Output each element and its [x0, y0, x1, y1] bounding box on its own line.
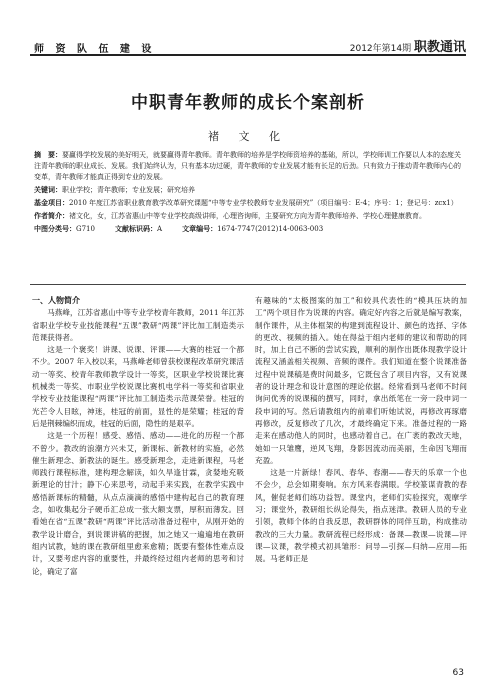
- header-rule: [30, 54, 466, 56]
- journal-name: 职教通讯: [413, 40, 466, 55]
- page-number: 63: [452, 668, 464, 678]
- author-bio: 作者简介：褚文化，女，江苏省惠山中等专业学校高级讲师，心理咨询师，主要研究方向为青年教师培养、学校心理健康教育。: [34, 212, 426, 220]
- classification-line: 中图分类号：G710 文献标识码：A 文章编号：1674-7747(2012)14-0063-003: [34, 225, 324, 233]
- body-column-left: [32, 295, 244, 578]
- article-metadata: [34, 150, 466, 237]
- issue-info: [350, 36, 466, 55]
- article-author: 褚 文 化: [208, 130, 288, 143]
- column-name: 师 资 队 伍 建 设: [34, 44, 156, 55]
- issue-number: 2012年第14期: [349, 44, 412, 54]
- metadata-rule: [30, 284, 466, 285]
- paragraph: 马燕峰，江苏省惠山中等专业学校青年教师，2011 年江苏省职业学校专业技能课程“五课”教研“两课”评比加工制造类示范课获得者。: [32, 308, 244, 342]
- article-title: 中职青年教师的成长个案剖析: [131, 93, 365, 113]
- fund-project: 基金项目：2010 年度江苏省职业教育教学改革研究课题“中等专业学校教师专业发展研究”（项目编号：E-4；序号：1；登记号：zcx1）: [34, 199, 458, 207]
- body-column-right: [255, 295, 467, 566]
- section-heading: 一、人物简介: [32, 296, 80, 305]
- abstract: 摘 要：要赢得学校发展的美好明天，就要赢得青年教师。青年教师的培养是学校师资培养的基础，所以，学校师训工作要以人本的态度关注青年教师的职业成长、发展。我们始终认为，只有基本功过硬，青年教师的专业发展才能有长足的后劲。只有致力于推动青年教师内心的变革，青年教师才能真正得到专业的发展。: [34, 151, 461, 181]
- paragraph: 这是一个褒奖！讲课、说课、评课——大赛的桂冠一个都不少。2007 年入校以来，马燕峰老师曾获校课程改革研究课活动一等奖、校青年教师教学设计一等奖，区职业学校说课比赛机械类一等奖、市职业学校说课比赛机电学科一等奖和省职业学校专业技能课程“两课”评比加工制造类示范课荣誉。桂冠的光芒令人目眩，神迷，桂冠的前面，显性的是荣耀；桂冠的背后是荆棘编织而成，桂冠的后面，隐性的是艰辛。: [32, 345, 244, 428]
- paragraph: 这是一片新绿！春风、春华、春潮——春天的乐章一个也不会少，总会如期奏响。东方风来春满眼。学校篆谋青教的春风，催促老师们练功益智。课堂内，老师们实验探究，观摩学习；课堂外，教研组长纵论得失，指点迷津。教研人员的专业引领，教师个体的自我反思，教研群体的同伴互助，构成推动教改的三大力量。教研流程已经形成：备课—教课—说课—评课—议课，教学模式初具雏形：问导—引探—归纳—应用—拓展。马老师正是: [255, 468, 467, 564]
- paragraph: 有趣味的“太极图案的加工”和较具代表性的“模具压块的加工”两个项目作为说课的内容。确定好内容之后就是编写教案，制作课件，从主体框架的构建到流程设计、颜色的选择、字体的更改、视频的插入。她在得益于组内老师的建议和帮助的同时，加上自己不断的尝试实践，顺利的制作出既体现教学设计流程又涵盖相关视频、音频的课件。我们知道在整个说课准备过程中说课稿是费时间最多，它既包含了项目内容，又有说课者的设计理念和设计意图的理论依据。经常看到马老师不时间询问优秀的说课稿的撰写，同时，拿出纸笔在一旁一段申词一段申词的写。然后请教组内的前辈们听她试说，再修改再琢磨再修改，反复修改了几次，才最终确定下来。准备过程的一路走来在感动他人的同时，也感动着自己。在广袤的教改天地，她如一只雏鹰，逆风飞翔，身影因流动而美丽，生命因飞翔而充盈。: [255, 296, 467, 465]
- paragraph: 这是一个历程！感受、感悟、感动——进化的历程一个都不曾少。教改的浪潮方兴未艾，新课标、新教材的实施，必然催生新理念、新教法的诞生。感受新理念，走进新课程，马老师践行课程标准，建构理念解读，如久旱逢甘霖，贪婪地充吸新理论的甘汁；静下心来思考，动起手来实践，在教学实践中感悟新课标的精髓，从点点滴滴的感悟中建构起自己的教育理念，如收集起分子硬币汇总成一张大额支票，厚积而薄发。回看她在省“五课”教研“两课”评比活动准备过程中，从刚开始的教学设计磨合，到说课讲稿的把握，加之她又一遍遍地在教研组内试教，她的课在教研组里愈来愈精；既要有整体性难点设计，又要考虑内容的重要性，并最终经过组内老师的思考和讨论，确定了富: [32, 431, 244, 576]
- keywords: 关键词：职业学校；青年教师；专业发展；研究培养: [34, 186, 195, 194]
- running-header: [0, 0, 496, 62]
